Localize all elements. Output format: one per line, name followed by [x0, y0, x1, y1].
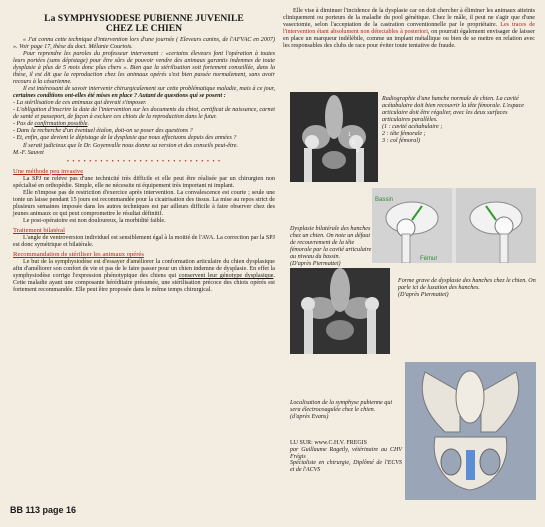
source-credit	[290, 440, 402, 474]
xray-label-1: 1	[348, 132, 351, 138]
intro-paragraph: « J'ai connu cette technique d'intervention lors d'une journée ( Eleveurs canins, de l'AFVAC en 2007) ». Voir page 17, thèse du doct. Mélanie Courtois.	[13, 36, 275, 50]
caption-severe-dysplasia: Forme grave de dysplasie des hanches chez le chien. On parle ici de luxation des hanches. (D'après Piermattei)	[398, 278, 536, 298]
heading-bilateral: Traitement bilatéral	[13, 227, 65, 235]
methode-p1: La SPJ ne relève pas d'une technicité très difficile et elle peut être réalisée par un chirurgien non spécialisé en orthopédie. Simple, elle ne nécessite ni équipement très important ni implant.	[13, 175, 275, 189]
heading-sterilisation: Recommandation de stériliser les animaux opérés	[13, 251, 144, 259]
questions-intro: Il est intéressant de savoir intervenir chirurgicalement sur cette problématique maladie, mais à ce jour, certaines conditions ont-elles été mises en place ? Autant de questions qui se posent :	[13, 86, 275, 100]
xray-normal-hip-drawing	[290, 92, 378, 182]
heading-methode: Une méthode peu invasive	[13, 167, 84, 175]
label-femur: Fémur	[420, 256, 438, 262]
xray-bilateral-dysplasia-drawing	[372, 188, 536, 263]
page-footer: BB 113 page 16	[10, 505, 77, 515]
caption-pelvis: Localisation de la symphyse pubienne qui sera électrocoagulée chez le chien. (d'après Evans)	[290, 400, 393, 420]
xray-label-2: 2	[352, 140, 355, 146]
pelvis-illustration-drawing	[405, 362, 536, 500]
source-url: LU SUR: www.C.H.V. FREGIS	[290, 440, 368, 446]
xray-severe-dysplasia	[290, 268, 390, 354]
question-4: - Dans la recherche d'un éventuel étalon, doit-on se poser des questions ?	[13, 128, 193, 135]
xray-severe-dysplasia-drawing	[290, 268, 390, 354]
label-bassin: Bassin	[375, 197, 394, 203]
question-5: - Et, enfin, que devient le dépistage de la dysplasie que nous effectuons depuis des années ?	[13, 135, 237, 142]
pelvis-illustration	[405, 362, 536, 500]
article-title: La SYMPHYSIODESE PUBIENNE JUVENILE CHEZ LE CHIEN	[44, 13, 244, 35]
caption-normal-hip: Radiographie d'une hanche normale de chien. La cavité acétabulaire doit bien recouvrir la tête fémorale. L'espace articulaire doit être régulier, avec les deux surfaces articulaires parallèles. (1 : cavité acétabulaire ; 2 : tête fémorale ; 3 : col fémoral)	[382, 96, 524, 144]
methode-p3: Le post-opératoire est non douloureux, la morbidité faible.	[23, 217, 166, 224]
signature: M.-F. Sauvet	[13, 149, 44, 156]
bilateral-p1: L'angle de ventroversion individuel est sensiblement égal à la moitié de l'AVA. La correction par la SPJ est donc symétrique et bilatérale.	[13, 235, 275, 249]
separator-dots: • • • • • • • • • • • • • • • • • • • • • • • • • • • •	[66, 158, 222, 165]
caption-bilateral-dysplasia: Dysplasie bilatérale des hanches chez un chien. On note un défaut de recouvrement de la tête fémorale par la cavité articulaire au niveau du bassin. (D'après Piermattei)	[290, 226, 372, 267]
left-column	[13, 14, 275, 294]
methode-p2: Elle n'impose pas de restriction d'exercice après intervention. La convalescence est courte ; seule une tonte un laisse pendant 15 jours est recommandée pour la cicatrisation des tissus. La mise au repos strict de plusieurs semaines imposée dans les autres techniques est par ailleurs difficile à faire observer chez des jeunes animaux ce qui peut compromettre le résultat définitif.	[13, 189, 275, 217]
right-paragraph: Elle vise à diminuer l'incidence de la dysplasie car on doit chercher à éliminer les animaux atteints cliniquement ou porteurs de la maladie du pool génétique. Chez le mâle, il peut ne s'agir que d'une vasectomie, selon l'acceptation de la castration conventionnelle par le propriétaire. Les traces de l'intervention étant absolument non détectables à posteriori, on pourrait également envisager de laisser en place un marqueur indélébile, comme un implant métallique ou bien de se mettre en relation avec les responsables des clubs de race pour éviter toute tentative de fraude.	[283, 8, 535, 50]
xray-bilateral-dysplasia	[372, 188, 536, 263]
xray-label-3: 3	[356, 148, 359, 154]
question-2: - L'obligation d'inscrire la date de l'intervention sur les documents du chiot, certificat de naissance, carnet de santé et passeport, de façon à exclure ces chiots de la reproduction dans le futur.	[13, 107, 275, 121]
xray-normal-hip	[290, 92, 378, 182]
author-specialty: Spécialiste en chirurgie, Diplômé de l'ECVS et de l'ACVS	[290, 460, 402, 474]
question-1: - La stérilisation de ces animaux qui devrait s'imposer.	[13, 100, 147, 107]
right-column-text	[283, 8, 535, 50]
quote-paragraph: Pour reprendre les paroles du professeur intervenant : «certains éleveurs font l'opération à toutes leurs portées (sans dépistage) pour être sûrs de pouvoir vendre des animaux garantis indemnes de toute dysplasie à plus de 5 mois donc plus chers ». Bien que la stérilisation soit fortement conseillée, dans la thèse, il est dit que la reproduction chez les animaux opérés s'est bien passée normalement, sans avoir recours à la césarienne.	[13, 50, 275, 86]
author-line: par Guillaume Ragetly, vétérinaire au CHV Frégis	[290, 446, 402, 460]
sterilisation-p1: Le but de la symphysiodèse est d'essayer d'améliorer la conformation articulaire du chien dysplasique afin d'améliorer son confort de vie et pas de le faire passer pour un chien indemne de dysplasie. En effet la symphysiodèse corrige l'expression phénotypique des chiens qui conservent leur génotype dysplasique. Cette maladie ayant une composante héréditaire présumée, une stérilisation précoce des chiots opérés est fortement recommandée. Elle peut être proposée dans le même temps chirurgical.	[13, 259, 275, 294]
question-3: - Pas de confirmation possible.	[13, 121, 90, 128]
conclusion-paragraph: Il serait judicieux que le Dr. Goyenvalle nous donne sa version et des conseils peut-être.	[23, 142, 239, 149]
